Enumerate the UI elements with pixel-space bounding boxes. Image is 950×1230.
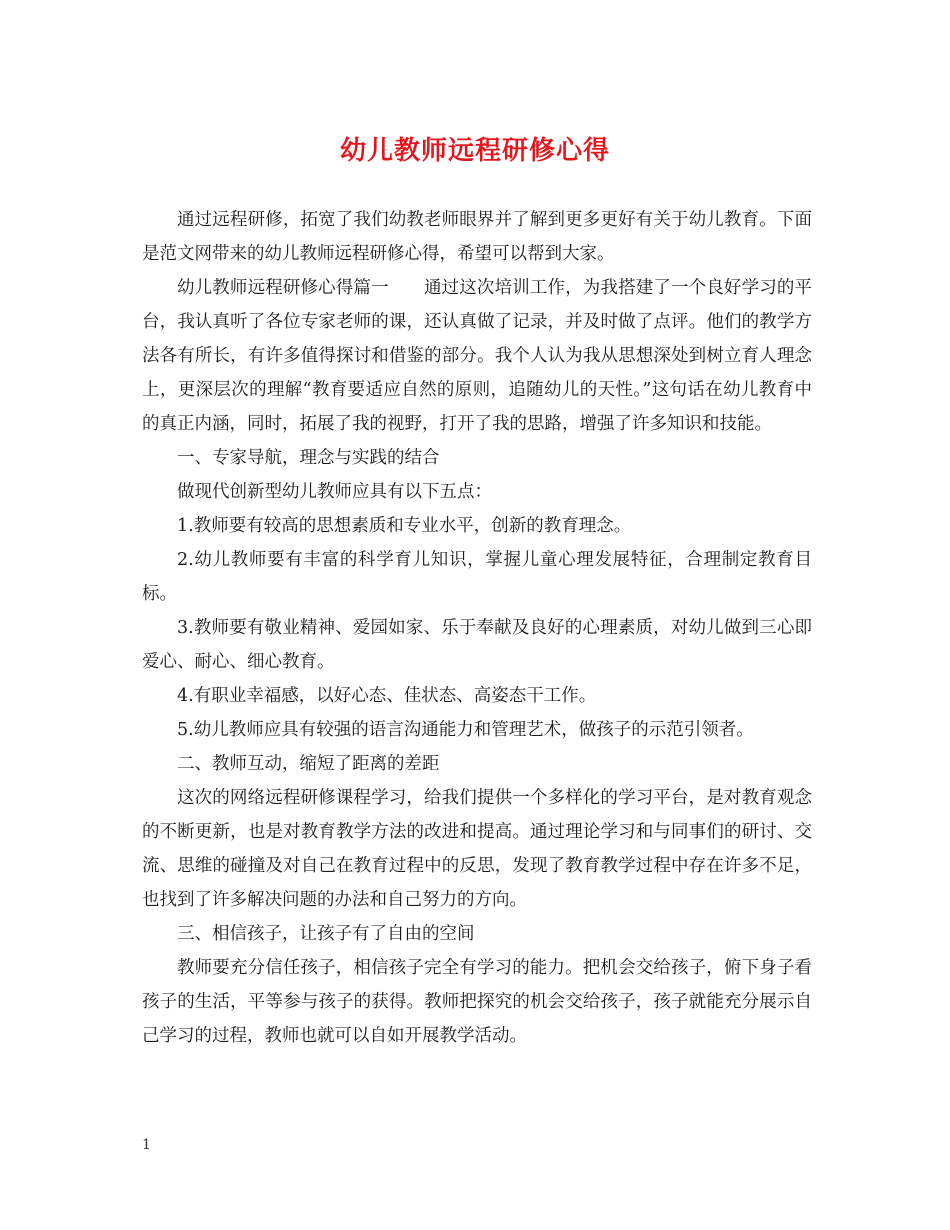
page-number: 1 <box>142 1137 151 1153</box>
list-item: 2.幼儿教师要有丰富的科学育儿知识，掌握儿童心理发展特征，合理制定教育目标。 <box>142 550 812 604</box>
document-title: 幼儿教师远程研修心得 <box>339 136 610 166</box>
paragraph: 通过远程研修，拓宽了我们幼教老师眼界并了解到更多更好有关于幼儿教育。下面是范文网带来的幼儿教师远程研修心得，希望可以帮到大家。 <box>142 210 812 264</box>
list-item: 5.幼儿教师应具有较强的语言沟通能力和管理艺术，做孩子的示范引领者。 <box>177 720 754 740</box>
section-heading: 一、专家导航，理念与实践的结合 <box>177 448 440 468</box>
document-body <box>142 203 812 1053</box>
list-item: 1.教师要有较高的思想素质和专业水平，创新的教育理念。 <box>177 516 632 536</box>
paragraph: 做现代创新型幼儿教师应具有以下五点： <box>177 482 492 502</box>
paragraph: 这次的网络远程研修课程学习，给我们提供一个多样化的学习平台，是对教育观念的不断更新，也是对教育教学方法的改进和提高。通过理论学习和与同事们的研讨、交流、思维的碰撞及对自己在教育过程中的反思，发现了教育教学过程中存在许多不足，也找到了许多解决问题的办法和自己努力的方向。 <box>142 788 812 910</box>
list-item: 4.有职业幸福感，以好心态、佳状态、高姿态干工作。 <box>177 686 597 706</box>
section-heading: 二、教师互动，缩短了距离的差距 <box>177 754 440 774</box>
paragraph: 教师要充分信任孩子，相信孩子完全有学习的能力。把机会交给孩子，俯下身子看孩子的生活，平等参与孩子的获得。教师把探究的机会交给孩子，孩子就能充分展示自己学习的过程，教师也就可以自如开展教学活动。 <box>142 958 812 1046</box>
section-heading: 三、相信孩子，让孩子有了自由的空间 <box>177 924 475 944</box>
list-item: 3.教师要有敬业精神、爱园如家、乐于奉献及良好的心理素质，对幼儿做到三心即爱心、耐心、细心教育。 <box>142 618 812 672</box>
paragraph: 幼儿教师远程研修心得篇一 通过这次培训工作，为我搭建了一个良好学习的平台，我认真听了各位专家老师的课，还认真做了记录，并及时做了点评。他们的教学方法各有所长，有许多值得探讨和借鉴的部分。我个人认为我从思想深处到树立育人理念上，更深层次的理解“教育要适应自然的原则，追随幼儿的天性。”这句话在幼儿教育中的真正内涵，同时，拓展了我的视野，打开了我的思路，增强了许多知识和技能。 <box>142 278 812 434</box>
